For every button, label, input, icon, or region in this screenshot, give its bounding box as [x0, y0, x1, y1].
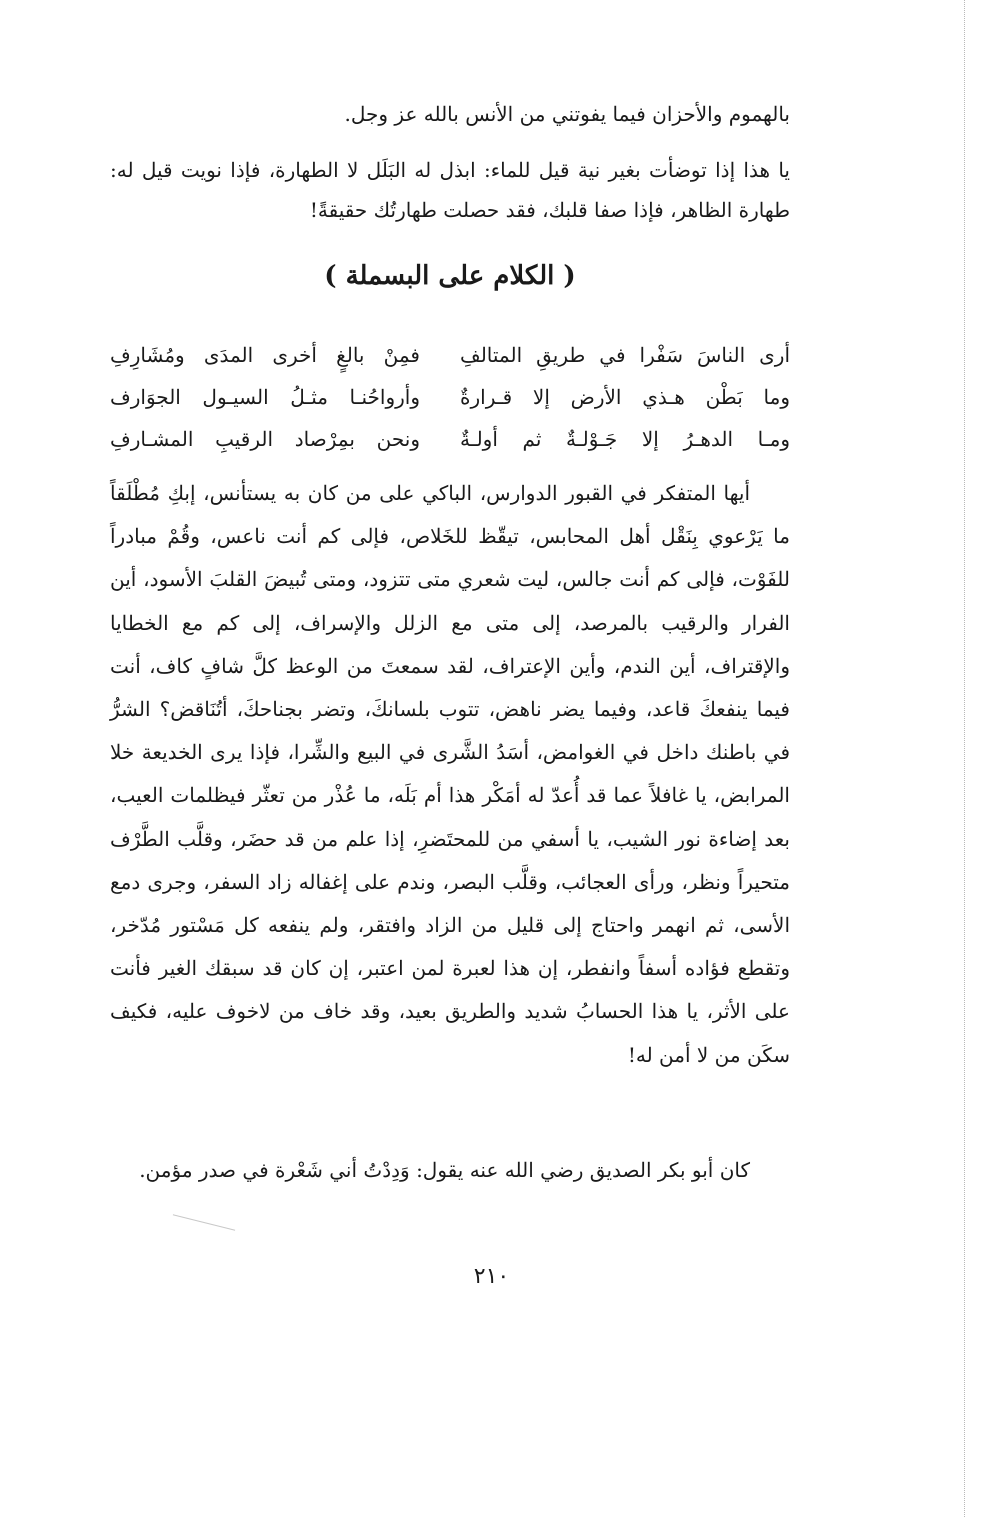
page-number: ٢١٠: [473, 1264, 510, 1289]
scan-artifact-line: [173, 1214, 235, 1230]
poem-verse-first-half: أرى الناسَ سَفْرا في طريقِ المتالفِ: [460, 343, 790, 367]
poem-verse: [110, 418, 790, 460]
poem: [110, 334, 790, 460]
poem-verse-first-half: وما بَطْن هـذي الأرض إلا قـرارةٌ: [460, 385, 790, 409]
section-heading: ( الكلام على البسملة ): [324, 261, 576, 291]
poem-verse: [110, 376, 790, 418]
paragraph-4: كان أبو بكر الصديق رضي الله عنه يقول: وَدِدْتُ أني شَعْرة في صدر مؤمن.: [139, 1158, 750, 1182]
poem-verse-second-half: فمِنْ بالغٍ أخرى المدَى ومُشَارِفِ: [110, 343, 420, 367]
poem-verse-second-half: ونحن بمِرْصاد الرقيبِ المشـارفِ: [110, 427, 420, 451]
poem-verse-first-half: ومـا الدهـرُ إلا جَـوْلـةٌ ثم أولـةٌ: [460, 427, 790, 451]
poem-verse-second-half: وأرواحُنـا مثـلُ السيـول الجوَارف: [110, 385, 420, 409]
paragraph-2: يا هذا إذا توضأت بغير نية قيل للماء: ابذل له البَلَل لا الطهارة، فإذا نويت قيل له: طهارة الظاهر، فإذا صفا قلبك، فقد حصلت طهارتُك حقيقةً!: [110, 158, 790, 222]
paragraph-1: بالهموم والأحزان فيما يفوتني من الأنس بالله عز وجل.: [344, 102, 790, 126]
poem-verse: [110, 334, 790, 376]
paragraph-3: أيها المتفكر في القبور الدوارس، الباكي على من كان به يستأنس، إبكِ مُطْلَقاً ما يَرْعوي بِنَقْل أهل المحابس، تيقّظ للخَلاص، فإلى كم أنت ناعس، وقُمْ مبادراً للفَوْت، فإلى كم أنت جالس، ليت شعري متى تتزود، ومتى تُبيضَ القلبَ الأسود، أين الفرار والرقيب بالمرصد، إلى متى مع الزلل والإسراف، إلى كم مع الخطايا والإقتراف، أين الندم، وأين الإعتراف، لقد سمعتَ من الوعظ كلَّ شافٍ كاف، أنت فيما ينفعكَ قاعد، وفيما يضر ناهض، تتوب بلسانكَ، وتضر بجناحكَ، أتُنَاقض؟ الشرُّ في باطنك داخل في الغوامض، أسَدُ الشَّرى في البيع والشِّرا، فإذا يرى الخديعة خلا المرابض، يا غافلاً عما قد أُعدّ له أمَكْر هذا أم بَلَه، ما عُذْر من تعثّر فيظلمات العيب، بعد إضاءة نور الشيب، يا أسفي من للمحتَضرِ، إذا علم من قد حضَر، وقلَّب الطَّرْف متحيراً ونظر، ورأى العجائب، وقلَّب البصر، وندم على إغفاله زاد السفر، وجرى دمع الأسى، ثم انهمر واحتاج إلى قليل من الزاد وافتقر، ولم ينفعه كل مَسْتور مُدّخر، وتقطع فؤاده أسفاً وانفطر، إن هذا لعبرة لمن اعتبر، إن كان قد سبقك الغير فأنت على الأثر، يا هذا الحسابُ شديد والطريق بعيد، وقد خاف من لاخوف عليه، فكيف سكَن من لا أمن له!: [110, 481, 790, 1067]
